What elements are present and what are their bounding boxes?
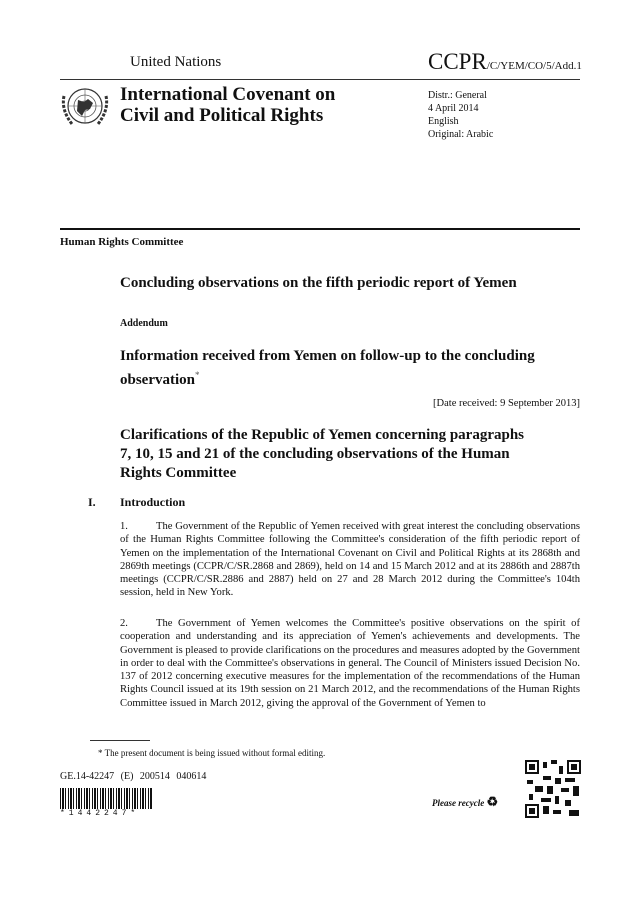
footnote-divider	[90, 740, 150, 741]
original-language: Original: Arabic	[428, 129, 494, 140]
paragraph-text: The Government of the Republic of Yemen received with great interest the concluding observations of the Human Rights Committee following the Committee's consideration of the fifth periodic report of Yemen on the implementation of the International Covenant on Civil and Political Rights at its 2868th and 2869th meetings (CCPR/C/SR.2868 and 2869), held on 14 and 15 March 2012 and at its 2886th and 2887th meetings (CCPR/C/SR.2886 and 2887) held on 27 and 28 March 2012 during the Committee's 104th session, held in New York.	[120, 521, 580, 599]
symbol-main: CCPR	[428, 49, 487, 74]
addendum-label: Addendum	[120, 318, 168, 329]
covenant-title	[120, 84, 335, 126]
document-symbol	[428, 49, 582, 75]
title-line: International Covenant on	[120, 84, 336, 105]
heading-clarifications: Clarifications of the Republic of Yemen concerning paragraphs 7, 10, 15 and 21 of the concluding observations of the Human Rights Committee	[120, 427, 525, 481]
date: 4 April 2014	[428, 103, 479, 114]
title-line: Civil and Political Rights	[120, 105, 324, 126]
paragraph-2	[120, 617, 580, 710]
qr-code	[525, 760, 581, 818]
paragraph-text: The Government of Yemen welcomes the Committee's positive observations on the spirit of cooperation and understanding and its appreciation of Yemen's achievements and developments. The Government is pleased to provide clarifications on the procedures and measures adopted by the Government in order to deal with the Committee's observations in general. The Council of Ministers issued Decision No. 137 of 2012 concerning executive measures for the implementation of the recommendations of the Human Rights Council issued at its 19th session on 21 March 2012, and the recommendations of the Human Rights Committee issued in March 2012, giving the approval of the Government of Yemen to	[120, 618, 580, 709]
un-emblem-icon	[58, 82, 112, 132]
paragraph-number: 2.	[120, 618, 128, 629]
symbol-suffix: /C/YEM/CO/5/Add.1	[486, 60, 582, 72]
org-name: United Nations	[130, 54, 222, 70]
heading-text: Information received from Yemen on follow-up to the concluding observation	[120, 348, 535, 388]
section-number: I.	[88, 495, 96, 509]
recycle-label	[432, 794, 498, 810]
heading-information-received	[120, 347, 540, 390]
barcode	[60, 788, 152, 809]
section-title: Introduction	[120, 495, 186, 509]
paragraph-1	[120, 520, 580, 600]
heading-concluding-observations: Concluding observations on the fifth periodic report of Yemen	[120, 275, 517, 291]
footnote: * The present document is being issued without formal editing.	[98, 748, 326, 758]
thick-divider	[60, 228, 580, 230]
header-divider	[60, 79, 580, 80]
recycle-text: Please recycle	[432, 798, 485, 808]
language: English	[428, 116, 459, 127]
recycle-icon: ♻	[486, 794, 499, 809]
barcode-text: *1442247*	[60, 809, 140, 818]
committee-name: Human Rights Committee	[60, 236, 184, 248]
footnote-marker: *	[195, 370, 200, 380]
paragraph-number: 1.	[120, 521, 128, 532]
date-received: [Date received: 9 September 2013]	[433, 398, 580, 409]
distr: Distr.: General	[428, 90, 487, 101]
job-number: GE.14-42247 (E) 200514 040614	[60, 771, 207, 782]
distribution-block	[428, 89, 493, 141]
